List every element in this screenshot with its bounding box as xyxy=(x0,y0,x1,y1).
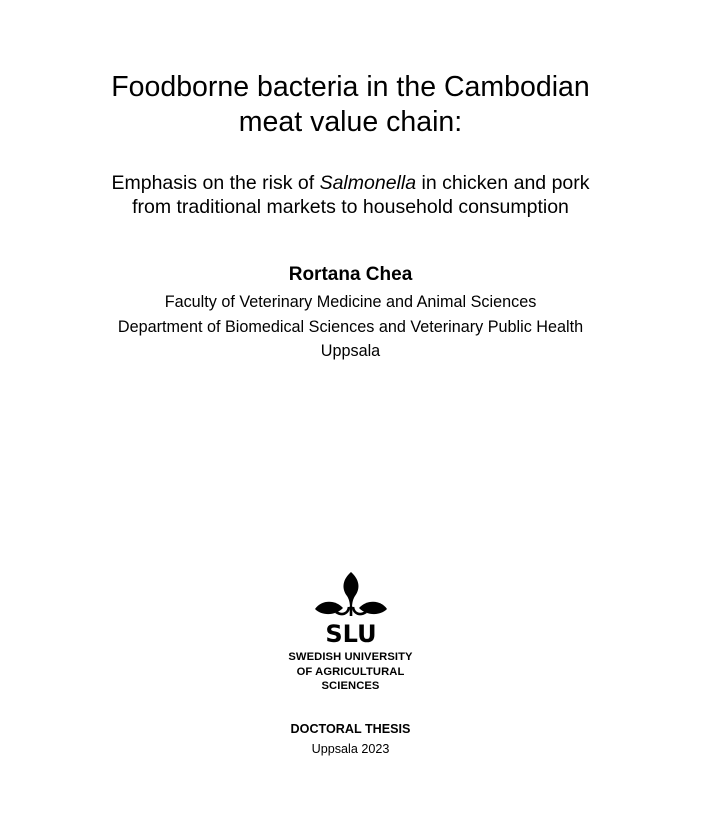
subtitle-text-after: in chicken and pork xyxy=(416,172,590,194)
university-name xyxy=(0,650,701,694)
university-name-line-1: SWEDISH UNIVERSITY xyxy=(288,651,413,663)
university-name-line-3: SCIENCES xyxy=(321,680,380,692)
subtitle-italic-term: Salmonella xyxy=(319,172,417,194)
thesis-type: DOCTORAL THESIS xyxy=(290,722,411,736)
thesis-title xyxy=(0,70,701,140)
university-name-line-2: OF AGRICULTURAL xyxy=(296,665,405,678)
thesis-subtitle-line-1 xyxy=(0,171,701,195)
author-name: Rortana Chea xyxy=(288,264,413,285)
thesis-subtitle xyxy=(0,171,701,219)
slu-wordmark: SLU xyxy=(325,620,377,646)
thesis-title-line-1: Foodborne bacteria in the Cambodian xyxy=(111,71,590,103)
department-name: Department of Biomedical Sciences and Veterinary Public Health xyxy=(117,317,584,336)
slu-leaf-logo-icon xyxy=(310,570,392,646)
thesis-subtitle-line-2: from traditional markets to household consumption xyxy=(132,196,569,218)
thesis-place-year: Uppsala 2023 xyxy=(311,742,390,756)
subtitle-text-before: Emphasis on the risk of xyxy=(111,172,320,194)
affiliation-city: Uppsala xyxy=(320,342,381,360)
faculty-name: Faculty of Veterinary Medicine and Animal Sciences xyxy=(164,293,537,311)
affiliation xyxy=(0,290,701,364)
thesis-title-line-2: meat value chain: xyxy=(238,106,463,138)
